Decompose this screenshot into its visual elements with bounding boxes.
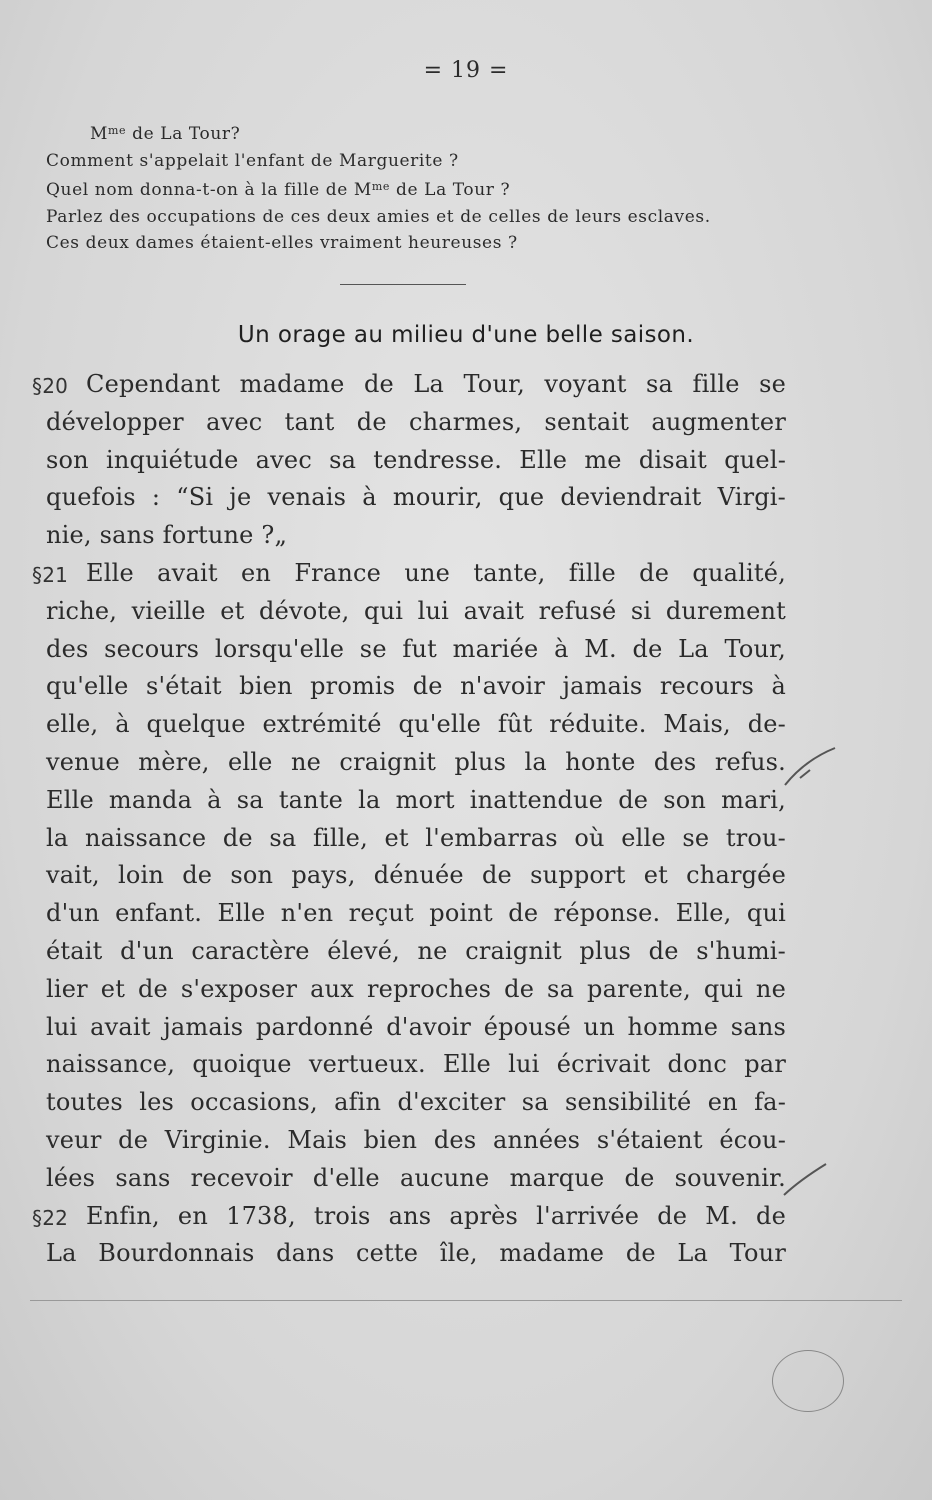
paragraph-marker: §22 <box>32 1205 69 1230</box>
text-line: lui avait jamais pardonné d'avoir épousé un homme sans <box>46 1012 786 1041</box>
page-bottom-line <box>30 1300 902 1301</box>
question-line: Ces deux dames étaient-elles vraiment heureuses ? <box>46 233 518 253</box>
text-line: venue mère, elle ne craignit plus la honte des refus. <box>46 747 786 776</box>
text-line: lier et de s'exposer aux reproches de sa parente, qui ne <box>46 974 786 1003</box>
paragraph-marker: §21 <box>32 562 69 587</box>
text-line: §22 Enfin, en 1738, trois ans après l'arrivée de M. de <box>46 1198 786 1236</box>
review-questions <box>46 118 846 257</box>
text-line: veur de Virginie. Mais bien des années s'étaient écou- <box>46 1125 786 1154</box>
text-line: son inquiétude avec sa tendresse. Elle me disait quel- <box>46 445 786 474</box>
section-divider <box>340 284 466 285</box>
text-line: d'un enfant. Elle n'en reçut point de réponse. Elle, qui <box>46 899 786 928</box>
question-line: Quel nom donna-t-on à la fille de $M^{me}$ de La Tour ? <box>46 180 511 200</box>
text-line: développer avec tant de charmes, sentait augmenter <box>46 407 786 436</box>
text-line: lées sans recevoir d'elle aucune marque de souvenir. <box>46 1163 786 1192</box>
question-line: $M^{me}$ de La Tour? <box>90 124 241 144</box>
text-line: elle, à quelque extrémité qu'elle fût réduite. Mais, de- <box>46 710 786 739</box>
page-number: = 19 = <box>423 58 509 83</box>
text-line: quefois : “Si je venais à mourir, que deviendrait Virgi- <box>46 483 786 512</box>
text-line: Elle manda à sa tante la mort inattendue de son mari, <box>46 785 786 814</box>
text-line: vait, loin de son pays, dénuée de support et chargée <box>46 861 786 890</box>
text-line: §21 Elle avait en France une tante, fille de qualité, <box>46 555 786 593</box>
section-heading: Un orage au milieu d'une belle saison. <box>237 322 695 348</box>
text-line: La Bourdonnais dans cette île, madame de La Tour <box>46 1239 786 1268</box>
text-line: des secours lorsqu'elle se fut mariée à M. de La Tour, <box>46 634 786 663</box>
pencil-circle-mark <box>772 1350 844 1412</box>
text-line: la naissance de sa fille, et l'embarras où elle se trou- <box>46 823 786 852</box>
question-line: Comment s'appelait l'enfant de Marguerite ? <box>46 150 459 171</box>
body-text <box>32 366 786 1273</box>
text-line: toutes les occasions, afin d'exciter sa sensibilité en fa- <box>46 1088 786 1117</box>
text-line: qu'elle s'était bien promis de n'avoir jamais recours à <box>46 672 786 701</box>
text-line: riche, vieille et dévote, qui lui avait refusé si durement <box>46 596 786 625</box>
text-line: était d'un caractère élevé, ne craignit plus de s'humi- <box>46 936 786 965</box>
text-line: naissance, quoique vertueux. Elle lui écrivait donc par <box>46 1050 786 1079</box>
question-line: Parlez des occupations de ces deux amies et de celles de leurs esclaves. <box>46 206 711 227</box>
text-line: nie, sans fortune ?„ <box>46 521 288 550</box>
handwritten-slash-mark <box>780 1160 830 1200</box>
text-line: §20 Cependant madame de La Tour, voyant sa fille se <box>46 366 786 404</box>
handwritten-slash-mark <box>780 740 840 790</box>
paragraph-marker: §20 <box>32 374 69 398</box>
